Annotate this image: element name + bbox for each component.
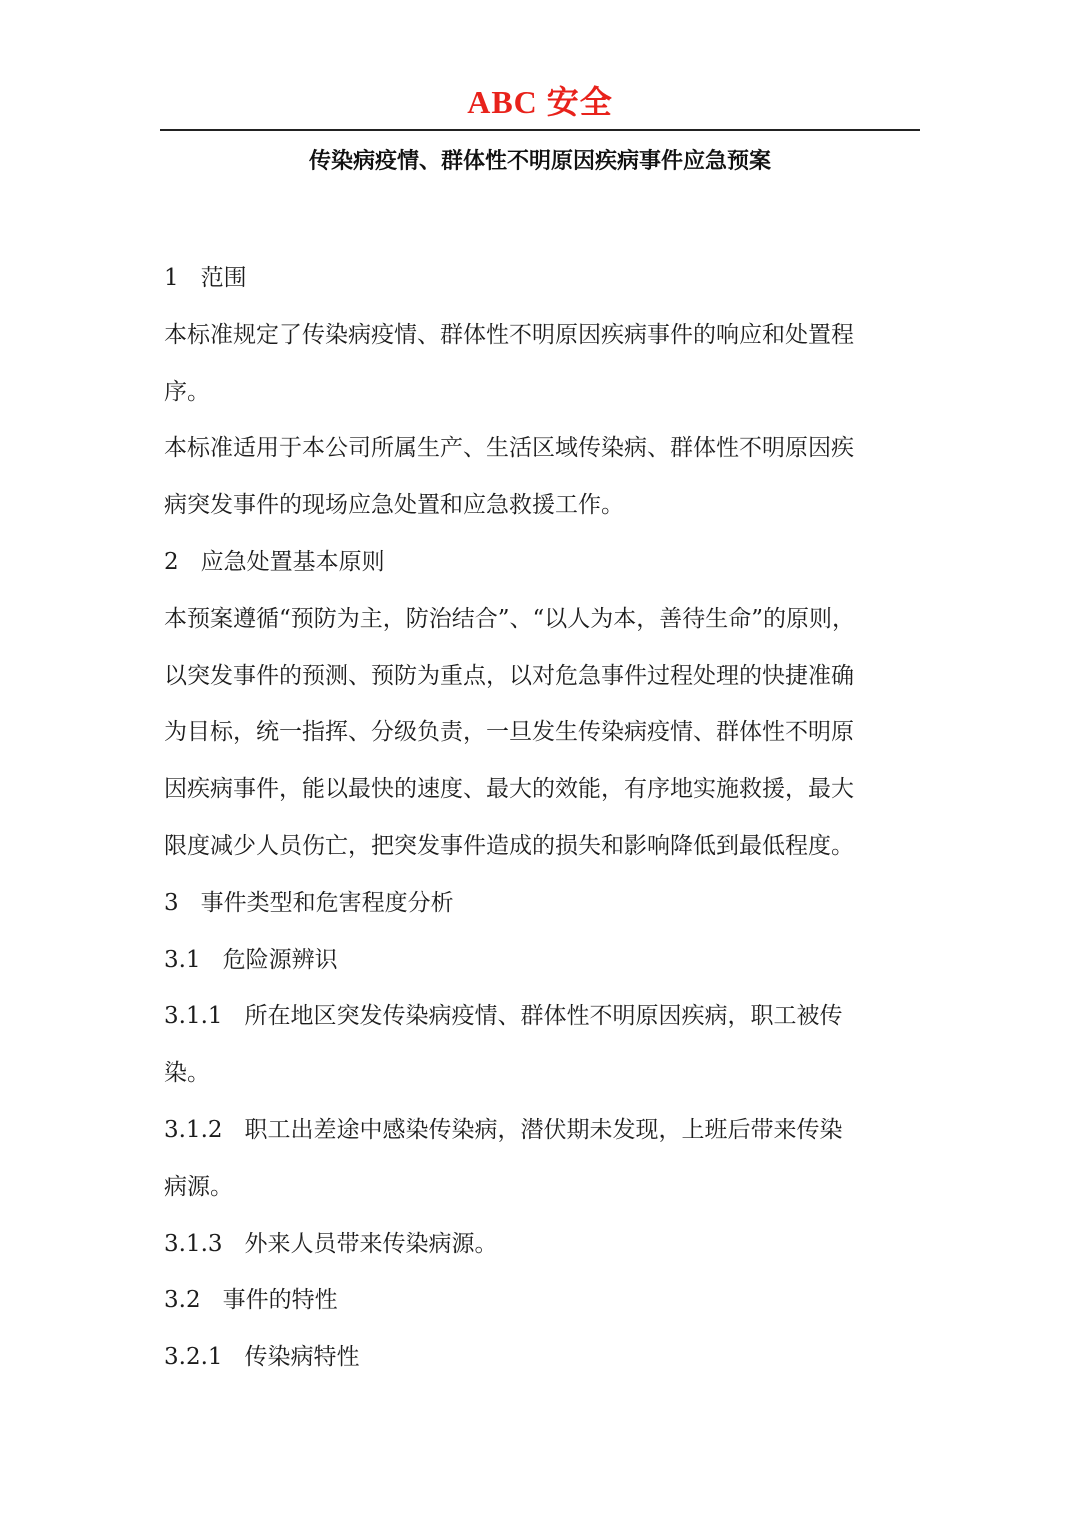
subsection-number: 3.2: [164, 1287, 201, 1314]
paragraph-line: 本标准适用于本公司所属生产、生活区域传染病、群体性不明原因疾: [164, 435, 854, 462]
document-title: 传染病疫情、群体性不明原因疾病事件应急预案: [308, 149, 771, 174]
header-rule: [160, 129, 920, 131]
paragraph-line: 限度减少人员伤亡，把突发事件造成的损失和影响降低到最低程度。: [164, 832, 854, 859]
paragraph-line: 因疾病事件，能以最快的速度、最大的效能，有序地实施救援，最大: [164, 776, 854, 803]
paragraph-line: 为目标，统一指挥、分级负责，一旦发生传染病疫情、群体性不明原: [164, 719, 854, 746]
clause-text: 所在地区突发传染病疫情、群体性不明原因疾病，职工被传: [244, 1003, 843, 1030]
paragraph-line: 本标准规定了传染病疫情、群体性不明原因疾病事件的响应和处置程: [164, 321, 854, 348]
paragraph-line: 病突发事件的现场应急处置和应急救援工作。: [164, 492, 624, 519]
clause-number: 3.1.1: [164, 1003, 223, 1030]
paragraph-line: 以突发事件的预测、预防为重点，以对危急事件过程处理的快捷准确: [164, 662, 854, 689]
section-heading: [164, 534, 920, 591]
clause-line: [164, 1329, 920, 1386]
clause-number: 3.2.1: [164, 1344, 223, 1371]
subsection-heading: [164, 1272, 920, 1329]
clause-text: 职工出差途中感染传染病，潜伏期未发现，上班后带来传染: [244, 1116, 843, 1143]
section-number: 1: [164, 265, 179, 291]
document-body: [164, 250, 920, 1386]
subsection-title: 危险源辨识: [222, 946, 338, 973]
section-title: 应急处置基本原则: [200, 548, 385, 575]
section-title: 范围: [200, 265, 247, 291]
section-heading: [164, 250, 920, 307]
paragraph-line: 染。: [164, 1060, 210, 1087]
section-number: 2: [164, 548, 179, 575]
section-title: 事件类型和危害程度分析: [200, 889, 454, 916]
subsection-title: 事件的特性: [222, 1287, 338, 1314]
paragraph-line: 本预案遵循“预防为主，防治结合”、“以人为本，善待生命”的原则，: [164, 605, 856, 632]
subsection-number: 3.1: [164, 946, 201, 973]
subsection-heading: [164, 932, 920, 989]
paragraph-line: 病源。: [164, 1173, 233, 1200]
clause-line: [164, 988, 920, 1045]
clause-number: 3.1.3: [164, 1230, 223, 1257]
brand-header: ABC 安全: [467, 84, 613, 120]
clause-line: [164, 1102, 920, 1159]
clause-line: [164, 1216, 920, 1273]
clause-text: 传染病特性: [244, 1344, 360, 1371]
paragraph-line: 序。: [164, 378, 210, 405]
clause-text: 外来人员带来传染病源。: [244, 1230, 498, 1257]
clause-number: 3.1.2: [164, 1116, 223, 1143]
section-heading: [164, 875, 920, 932]
section-number: 3: [164, 889, 179, 916]
